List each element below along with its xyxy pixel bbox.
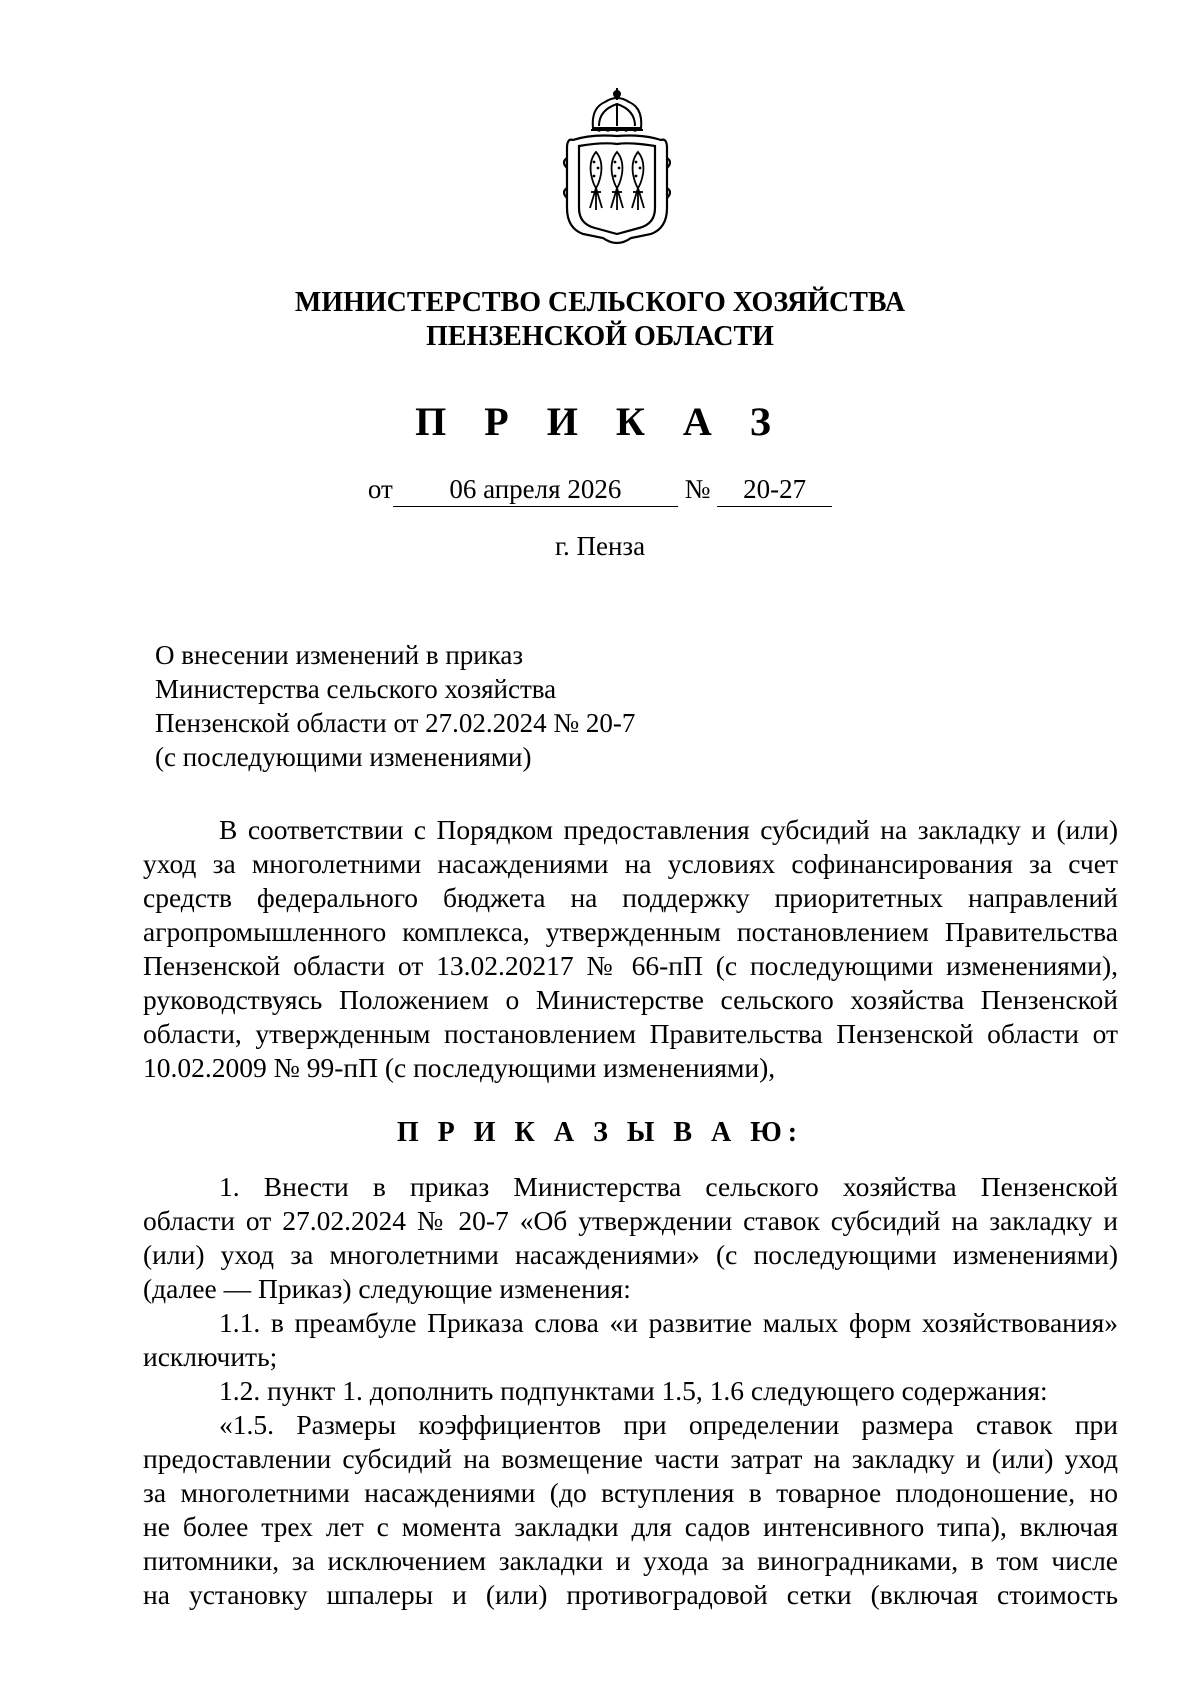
item-1-line: (или) уход за многолетними насаждениями» (с последующими изменениями): [143, 1239, 1118, 1270]
item-1-line: (далее — Приказ) следующие изменения:: [143, 1273, 631, 1304]
item-1-5-line: «1.5. Размеры коэффициентов при определении размера ставок при: [219, 1409, 1118, 1440]
item-1-1-line: исключить;: [143, 1341, 278, 1372]
date-prefix: от: [367, 474, 393, 504]
item-1-5-line: за многолетними насаждениями (до вступления в товарное плодоношение, но: [143, 1477, 1118, 1508]
number-prefix: №: [684, 474, 711, 504]
order-heading: П Р И К А З Ы В А Ю:: [396, 1117, 804, 1148]
item-1-2-line: 1.2. пункт 1. дополнить подпунктами 1.5, 1.6 следующего содержания:: [219, 1375, 1048, 1406]
preamble-line: средств федерального бюджета на поддержку приоритетных направлений: [143, 882, 1118, 913]
coat-of-arms-emblem: [563, 88, 671, 248]
item-1-line: 1. Внести в приказ Министерства сельского хозяйства Пензенской: [219, 1171, 1118, 1202]
preamble-line: В соответствии с Порядком предоставления субсидий на закладку и (или): [219, 814, 1118, 845]
preamble-line: Пензенской области от 13.02.20217 № 66-пП (с последующими изменениями),: [143, 950, 1118, 981]
item-1-5-line: питомники, за исключением закладки и ухода за виноградниками, в том числе: [143, 1545, 1118, 1576]
subject-line: Пензенской области от 27.02.2024 № 20-7: [155, 708, 636, 738]
item-1-line: области от 27.02.2024 № 20-7 «Об утверждении ставок субсидий на закладку и: [143, 1205, 1118, 1236]
item-1-5-line: на установку шпалеры и (или) противоградовой сетки (включая стоимость: [143, 1579, 1118, 1610]
document-date: 06 апреля 2026: [393, 472, 678, 507]
preamble-paragraph: [143, 813, 1118, 1085]
item-1-5-line: предоставлении субсидий на возмещение части затрат на закладку и (или) уход: [143, 1443, 1118, 1474]
subject-line: О внесении изменений в приказ: [155, 640, 524, 670]
preamble-line: руководствуясь Положением о Министерстве сельского хозяйства Пензенской: [143, 984, 1118, 1015]
preamble-line: области, утвержденным постановлением Правительства Пензенской области от: [143, 1018, 1118, 1049]
subject-line: Министерства сельского хозяйства: [155, 674, 557, 704]
date-number-line: [0, 472, 1200, 507]
order-items: [143, 1170, 1118, 1612]
item-1-1-line: 1.1. в преамбуле Приказа слова «и развитие малых форм хозяйствования»: [219, 1307, 1118, 1338]
preamble-line: 10.02.2009 № 99-пП (с последующими изменениями),: [143, 1052, 776, 1083]
document-type-heading: П Р И К А З: [415, 399, 785, 444]
item-1-5-line: не более трех лет с момента закладки для садов интенсивного типа), включая: [143, 1511, 1118, 1542]
city-line: г. Пенза: [554, 531, 646, 561]
subject-line: (с последующими изменениями): [155, 742, 532, 772]
ministry-title-line-1: МИНИСТЕРСТВО СЕЛЬСКОГО ХОЗЯЙСТВА: [294, 287, 906, 318]
document-number: 20-27: [717, 472, 832, 507]
preamble-line: агропромышленного комплекса, утвержденным постановлением Правительства: [143, 916, 1118, 947]
preamble-line: уход за многолетними насаждениями на условиях софинансирования за счет: [143, 848, 1118, 879]
document-subject: [155, 638, 755, 774]
ministry-title-line-2: ПЕНЗЕНСКОЙ ОБЛАСТИ: [426, 321, 774, 352]
ministry-title: [0, 286, 1200, 354]
